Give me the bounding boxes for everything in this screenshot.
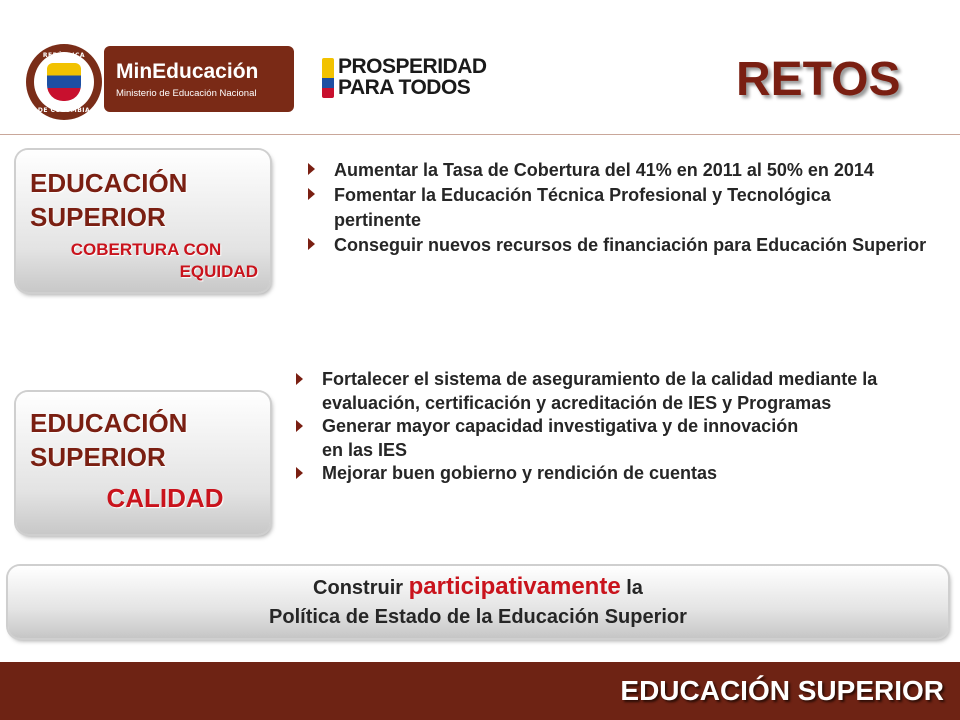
prosperidad-line1: PROSPERIDAD — [338, 55, 487, 78]
category-box-calidad — [16, 392, 270, 534]
list-item: Aumentar la Tasa de Cobertura del 41% en 2011 al 50% en 2014 — [302, 158, 932, 183]
category-subheading: CALIDAD — [106, 483, 224, 513]
category-subheading — [34, 239, 258, 283]
list-item: Generar mayor capacidad investigativa y de innovación en las IES — [290, 415, 952, 462]
colombia-flag-icon — [322, 58, 334, 98]
banner-text-after: la — [620, 577, 643, 599]
header-divider — [0, 134, 960, 135]
subheading-line1: COBERTURA CON — [70, 240, 222, 259]
list-item: Mejorar buen gobierno y rendición de cuentas — [290, 462, 952, 486]
category-heading-line1: EDUCACIÓN — [30, 408, 188, 438]
mineducacion-title: MinEducación — [116, 60, 259, 83]
seal-bottom-text: DE COLOMBIA — [37, 107, 91, 114]
footer-bar — [0, 662, 960, 720]
category-box-cobertura — [16, 150, 270, 292]
category-heading-line2: SUPERIOR — [30, 442, 166, 472]
banner-line1 — [8, 574, 948, 601]
list-item: Fortalecer el sistema de aseguramiento de la calidad mediante la evaluación, certificación y acreditación de IES y Programas — [290, 368, 952, 415]
seal-top-text: REPÚBLICA — [42, 52, 86, 59]
category-heading-line1: EDUCACIÓN — [30, 168, 188, 198]
prosperidad-logo — [338, 56, 487, 98]
colombia-seal-logo — [26, 44, 102, 120]
calidad-bullet-list — [290, 368, 952, 486]
conclusion-banner — [8, 566, 948, 638]
list-item: Conseguir nuevos recursos de financiación para Educación Superior — [302, 233, 932, 258]
coat-of-arms-icon — [47, 63, 81, 101]
banner-highlight: participativamente — [408, 573, 621, 600]
cobertura-bullet-list — [302, 158, 932, 258]
mineducacion-logo — [104, 46, 294, 112]
subheading-line2: EQUIDAD — [179, 262, 258, 281]
mineducacion-subtitle: Ministerio de Educación Nacional — [116, 88, 257, 99]
list-item: Fomentar la Educación Técnica Profesional y Tecnológica pertinente — [302, 183, 932, 233]
prosperidad-line2: PARA TODOS — [338, 76, 471, 99]
footer-label: EDUCACIÓN SUPERIOR — [620, 675, 944, 706]
seal-inner — [34, 52, 94, 112]
banner-text-before: Construir — [313, 577, 409, 599]
category-heading-line2: SUPERIOR — [30, 202, 166, 232]
banner-line2: Política de Estado de la Educación Superior — [269, 606, 687, 628]
page-title: RETOS — [736, 53, 901, 106]
